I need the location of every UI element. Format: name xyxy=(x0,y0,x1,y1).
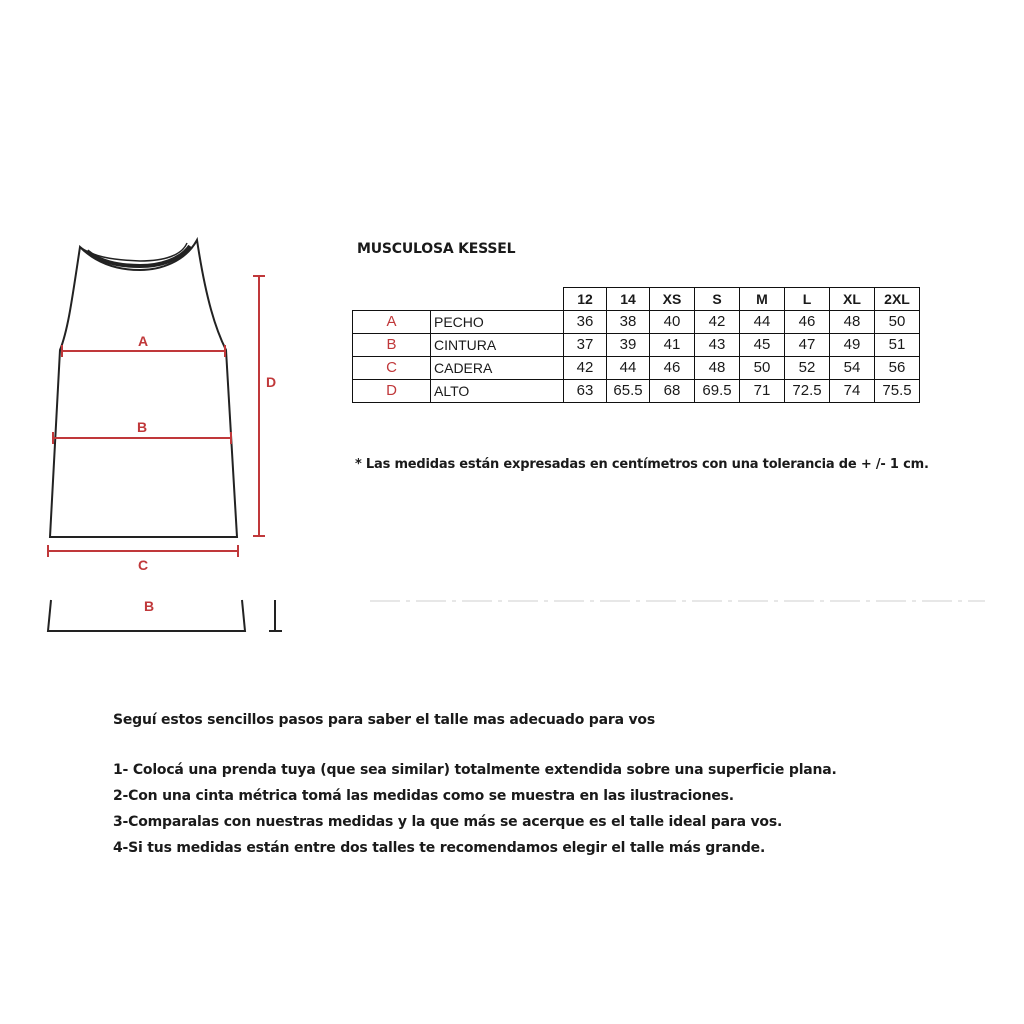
size-header: S xyxy=(695,288,740,311)
cell: 36 xyxy=(564,311,607,334)
size-header: M xyxy=(740,288,785,311)
bottom-outline xyxy=(48,600,282,631)
cell: 37 xyxy=(564,334,607,357)
row-label: PECHO xyxy=(431,311,564,334)
cell: 42 xyxy=(695,311,740,334)
cell: 68 xyxy=(650,380,695,403)
cell: 50 xyxy=(875,311,920,334)
instructions xyxy=(113,712,837,861)
cell: 47 xyxy=(785,334,830,357)
size-header: 12 xyxy=(564,288,607,311)
cell: 48 xyxy=(695,357,740,380)
cell: 44 xyxy=(607,357,650,380)
cell: 48 xyxy=(830,311,875,334)
cell: 63 xyxy=(564,380,607,403)
measure-d-line xyxy=(253,276,265,536)
cell: 38 xyxy=(607,311,650,334)
cell: 75.5 xyxy=(875,380,920,403)
instructions-intro: Seguí estos sencillos pasos para saber el talle mas adecuado para vos xyxy=(113,712,655,728)
cell: 71 xyxy=(740,380,785,403)
measure-b-label: B xyxy=(137,419,148,435)
cell: 39 xyxy=(607,334,650,357)
tank-top-outline xyxy=(50,240,237,537)
row-label: CADERA xyxy=(431,357,564,380)
tolerance-note: * Las medidas están expresadas en centímetros con una tolerancia de + /- 1 cm. xyxy=(355,457,929,472)
size-header-row xyxy=(353,288,920,311)
instruction-step: 3-Comparalas con nuestras medidas y la que más se acerque es el talle ideal para vos. xyxy=(113,814,783,830)
cell: 50 xyxy=(740,357,785,380)
measure-c-label: C xyxy=(138,557,149,573)
cell: 40 xyxy=(650,311,695,334)
size-table xyxy=(352,287,920,403)
cell: 54 xyxy=(830,357,875,380)
size-header: 2XL xyxy=(875,288,920,311)
table-row xyxy=(353,334,920,357)
measure-c-line xyxy=(48,545,238,557)
row-code: B xyxy=(353,334,431,357)
measure-a-label: A xyxy=(138,333,149,349)
cell: 42 xyxy=(564,357,607,380)
cell: 72.5 xyxy=(785,380,830,403)
instruction-step: 2-Con una cinta métrica tomá las medidas como se muestra en las ilustraciones. xyxy=(113,788,734,804)
cell: 45 xyxy=(740,334,785,357)
row-label: ALTO xyxy=(431,380,564,403)
row-code: A xyxy=(353,311,431,334)
size-header: L xyxy=(785,288,830,311)
table-row xyxy=(353,380,920,403)
cell: 51 xyxy=(875,334,920,357)
row-code: C xyxy=(353,357,431,380)
row-code: D xyxy=(353,380,431,403)
cell: 49 xyxy=(830,334,875,357)
cell: 43 xyxy=(695,334,740,357)
size-header: XL xyxy=(830,288,875,311)
bottom-b-label: B xyxy=(144,598,155,614)
cell: 56 xyxy=(875,357,920,380)
size-header: XS xyxy=(650,288,695,311)
cell: 74 xyxy=(830,380,875,403)
cell: 65.5 xyxy=(607,380,650,403)
cell: 52 xyxy=(785,357,830,380)
measure-d-label: D xyxy=(266,374,277,390)
cell: 46 xyxy=(650,357,695,380)
instruction-step: 1- Colocá una prenda tuya (que sea similar) totalmente extendida sobre una superficie plana. xyxy=(113,762,837,778)
size-header: 14 xyxy=(607,288,650,311)
cell: 69.5 xyxy=(695,380,740,403)
table-row xyxy=(353,357,920,380)
table-row xyxy=(353,311,920,334)
cell: 44 xyxy=(740,311,785,334)
row-label: CINTURA xyxy=(431,334,564,357)
table-title: MUSCULOSA KESSEL xyxy=(357,241,516,257)
cell: 41 xyxy=(650,334,695,357)
instruction-step: 4-Si tus medidas están entre dos talles te recomendamos elegir el talle más grande. xyxy=(113,840,766,856)
cell: 46 xyxy=(785,311,830,334)
